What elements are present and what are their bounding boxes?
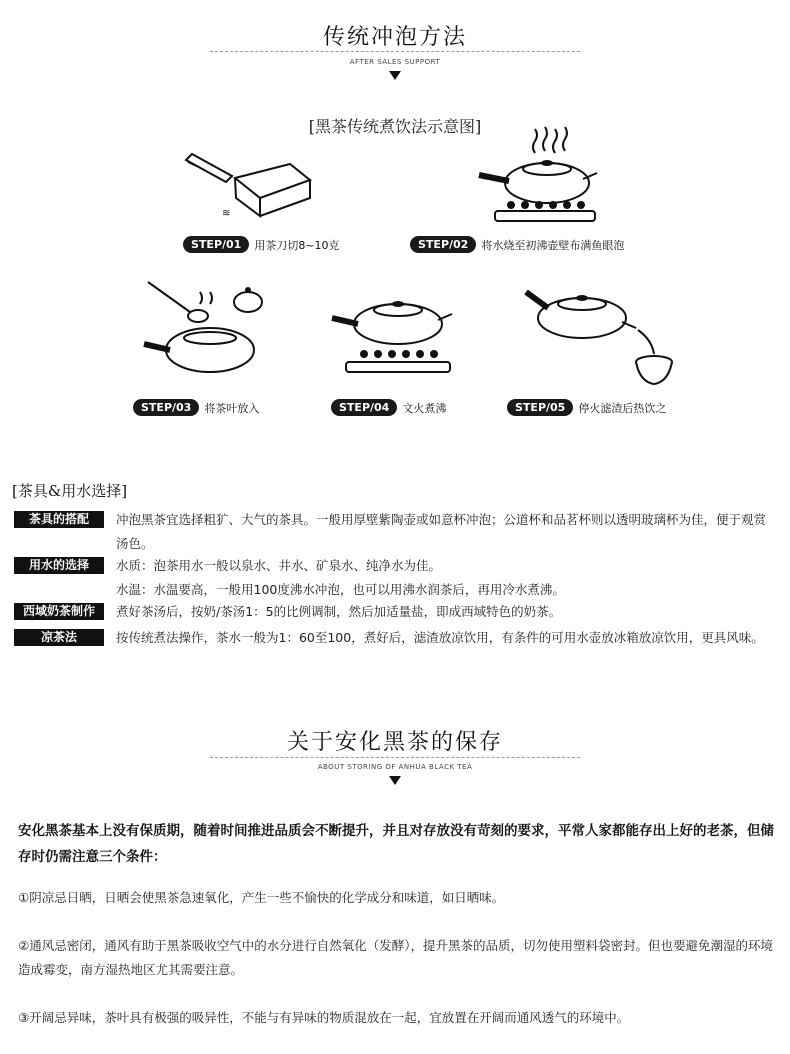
- title-divider: [210, 51, 580, 52]
- step-2: [410, 236, 624, 253]
- section-title-text: 传统冲泡方法: [322, 25, 467, 50]
- step-3: [133, 399, 259, 416]
- step-badge: STEP/01: [183, 236, 249, 253]
- step-badge: STEP/05: [507, 399, 573, 416]
- row-text: 冲泡黑茶宜选择粗犷、大气的茶具。一般用厚壁紫陶壶或如意杯冲泡；公道杯和品茗杯则以透明玻璃杯为佳，便于观赏汤色。: [116, 512, 767, 551]
- diagram-title: [黑茶传统煮饮法示意图]: [308, 117, 482, 136]
- down-triangle-icon: [389, 776, 401, 785]
- step-text: 停火滤渣后热饮之: [578, 401, 667, 415]
- section-title: [0, 20, 790, 51]
- selection-heading: [茶具&用水选择]: [12, 482, 128, 500]
- row-label: 西域奶茶制作: [14, 603, 104, 620]
- step-text: 文火煮沸: [402, 401, 447, 415]
- section-subtitle: [0, 58, 790, 66]
- knife-and-brick-illustration: [180, 150, 320, 230]
- row-label: 凉茶法: [14, 629, 104, 646]
- row-label: 茶具的搭配: [14, 511, 104, 528]
- row-text-2: 水温：水温要高，一般用100度沸水冲泡，也可以用沸水润茶后，再用冷水煮沸。: [116, 582, 565, 597]
- title-divider: [210, 757, 580, 758]
- storage-section-subtitle: [0, 763, 790, 771]
- step-4: [331, 399, 446, 416]
- step-badge: STEP/02: [410, 236, 476, 253]
- storage-section-title-text: 关于安化黑茶的保存: [286, 730, 503, 755]
- storage-point-3: ③开阔忌异味，茶叶具有极强的吸异性，不能与有异味的物质混放在一起，宜放置在开阔而通风透气的环境中。: [18, 1010, 630, 1025]
- row-label: 用水的选择: [14, 557, 104, 574]
- storage-point-1: ①阴凉忌日晒，日晒会使黑茶急速氧化，产生一些不愉快的化学成分和味道，如日晒味。: [18, 890, 505, 905]
- step-text: 用茶刀切8~10克: [254, 238, 340, 252]
- storage-intro: 安化黑茶基本上没有保质期，随着时间推进品质会不断提升，并且对存放没有苛刻的要求，平常人家都能存出上好的老茶，但储存时仍需注意三个条件：: [18, 823, 774, 865]
- adding-tea-leaves-illustration: [140, 278, 270, 383]
- storage-section-title: [0, 725, 790, 756]
- step-5: [507, 399, 666, 416]
- section-subtitle-text: AFTER SALES SUPPORT: [346, 58, 444, 66]
- row-text: 煮好茶汤后，按奶/茶汤1：5的比例调制，然后加适量盐，即成西域特色的奶茶。: [116, 604, 562, 619]
- row-text: 水质：泡茶用水一般以泉水、井水、矿泉水、纯净水为佳。: [116, 558, 442, 573]
- step-badge: STEP/03: [133, 399, 199, 416]
- step-text: 将茶叶放入: [204, 401, 260, 415]
- down-triangle-icon: [389, 71, 401, 80]
- storage-point-2: ②通风忌密闭，通风有助于黑茶吸收空气中的水分进行自然氧化（发酵），提升黑茶的品质，切勿使用塑料袋密封。但也要避免潮湿的环境造成霉变，南方湿热地区尤其需要注意。: [18, 938, 773, 977]
- step-1: [183, 236, 340, 253]
- kettle-simmering-illustration: [328, 290, 458, 380]
- pouring-tea-illustration: [522, 282, 692, 392]
- step-text: 将水烧至初沸壶壁布满鱼眼泡: [481, 238, 625, 252]
- step-badge: STEP/04: [331, 399, 397, 416]
- svg-text:≋: ≋: [222, 208, 231, 219]
- storage-section-subtitle-text: ABOUT STORING OF ANHUA BLACK TEA: [314, 763, 477, 771]
- kettle-on-stove-illustration: [475, 125, 605, 225]
- row-text: 按传统煮法操作，茶水一般为1：60至100，煮好后，滤渣放凉饮用，有条件的可用水壶放冰箱放凉饮用，更具风味。: [116, 630, 764, 645]
